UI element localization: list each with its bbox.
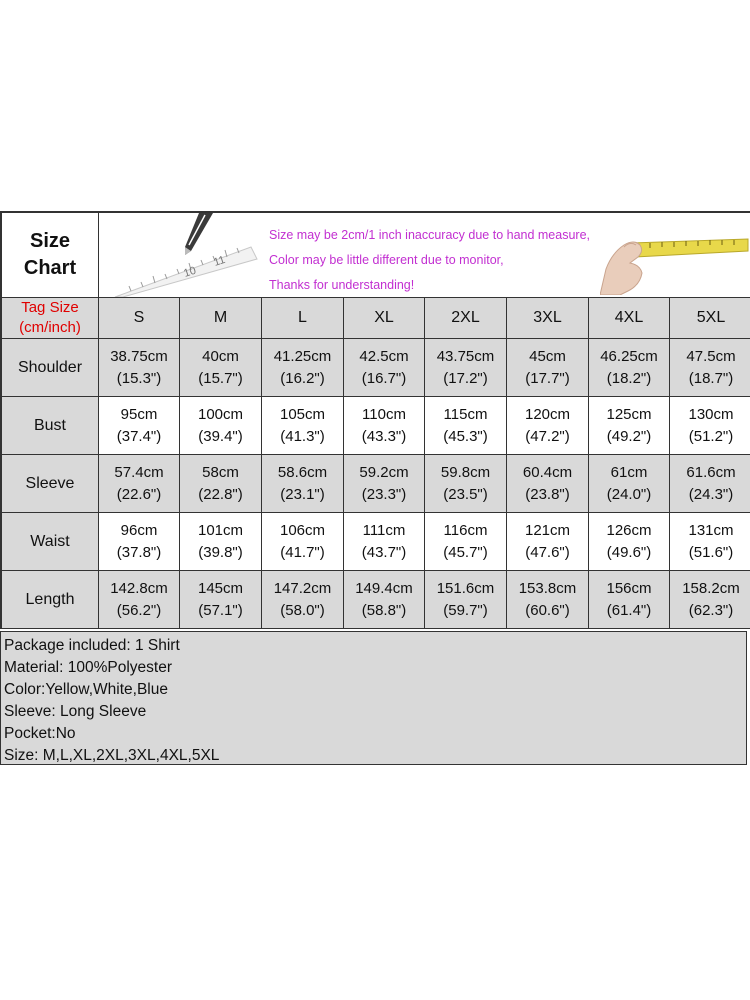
value-inch: (51.6") [688,543,734,561]
table-row-sleeve [2,455,750,513]
value-cm: 45cm [529,347,566,365]
value-cm: 110cm [362,405,406,423]
value-cm: 42.5cm [359,347,409,365]
product-info [0,631,747,765]
measurement-cell [425,513,507,571]
chart-title [2,213,99,298]
info-package: Package included: 1 Shirt [4,637,180,654]
size-table [1,212,750,629]
ruler-pencil-icon [101,213,261,297]
value-cm: 158.2cm [682,579,740,597]
size-header-row [2,298,750,339]
value-inch: (15.3") [116,369,162,387]
measurement-cell [180,397,262,455]
notes-banner [99,213,750,298]
value-cm: 61cm [610,463,648,481]
measurement-cell [507,339,589,397]
measurement-cell [99,339,180,397]
value-cm: 145cm [197,579,244,597]
value-inch: (56.2") [116,601,162,619]
table-row-length [2,571,750,629]
value-cm: 95cm [120,405,158,423]
value-inch: (51.2") [688,427,734,445]
measurement-cell [425,455,507,513]
value-cm: 101cm [197,521,244,539]
note-line: Size may be 2cm/1 inch inaccuracy due to hand measure, [269,228,591,242]
measurement-cell [180,513,262,571]
measurement-cell [99,571,180,629]
value-cm: 47.5cm [686,347,736,365]
value-cm: 153.8cm [518,579,577,597]
value-cm: 96cm [120,521,158,539]
value-inch: (17.2") [443,369,488,387]
measurement-cell [670,397,750,455]
measurement-cell [589,397,670,455]
value-inch: (23.1") [280,485,325,503]
value-inch: (23.3") [361,485,407,503]
measurement-cell [425,571,507,629]
info-size: Size: M,L,XL,2XL,3XL,4XL,5XL [4,747,220,764]
measurement-cell [670,455,750,513]
value-inch: (23.8") [525,485,570,503]
row-label: Bust [2,397,99,455]
value-cm: 121cm [524,521,571,539]
value-inch: (39.4") [198,427,243,445]
value-inch: (58.0") [280,601,325,619]
measurement-cell [262,397,344,455]
measurement-cell [589,455,670,513]
measurement-cell [507,455,589,513]
value-inch: (16.7") [361,369,407,387]
value-inch: (39.8") [198,543,243,561]
info-sleeve: Sleeve: Long Sleeve [4,703,147,720]
row-label: Waist [2,513,99,571]
measurement-cell [507,397,589,455]
value-inch: (22.8") [198,485,243,503]
value-inch: (15.7") [198,369,243,387]
size-col-s: S [99,298,180,339]
measurement-cell [589,513,670,571]
value-inch: (24.3") [688,485,734,503]
size-chart [0,211,750,629]
value-inch: (45.7") [443,543,488,561]
value-inch: (61.4") [606,601,652,619]
size-col-m: M [180,298,262,339]
measurement-cell [262,339,344,397]
value-inch: (18.2") [606,369,652,387]
measurement-cell [180,455,262,513]
row-label: Shoulder [2,339,99,397]
value-cm: 130cm [688,405,734,423]
table-row-bust [2,397,750,455]
value-cm: 151.6cm [436,579,495,597]
measurement-cell [507,571,589,629]
measurement-cell [262,571,344,629]
measurement-cell [99,455,180,513]
value-cm: 60.4cm [522,463,573,481]
value-inch: (49.2") [606,427,652,445]
value-inch: (62.3") [688,601,734,619]
value-cm: 149.4cm [355,579,413,597]
value-inch: (57.1") [198,601,243,619]
row-label: Length [2,571,99,629]
value-cm: 111cm [362,521,406,539]
value-inch: (41.7") [280,543,325,561]
measurement-cell [344,513,425,571]
value-cm: 46.25cm [600,347,658,365]
value-inch: (43.3") [361,427,407,445]
value-cm: 38.75cm [110,347,168,365]
value-inch: (37.4") [116,427,162,445]
measurement-cell [344,571,425,629]
value-cm: 58.6cm [277,463,328,481]
tape-measure-hand-icon [600,219,750,295]
measurement-cell [344,455,425,513]
measurement-cell [99,513,180,571]
ruler-number-10: 10 [182,264,198,280]
value-cm: 142.8cm [110,579,168,597]
value-cm: 59.8cm [440,463,491,481]
value-inch: (18.7") [688,369,734,387]
value-inch: (23.5") [443,485,488,503]
chart-title-text: Size Chart [23,230,77,279]
measurement-cell [262,455,344,513]
measurement-cell [670,339,750,397]
value-inch: (43.7") [361,543,407,561]
measurement-cell [180,339,262,397]
value-cm: 156cm [606,579,652,597]
value-cm: 131cm [688,521,734,539]
info-color: Color:Yellow,White,Blue [4,681,168,698]
note-line: Thanks for understanding! [269,278,415,292]
value-cm: 115cm [443,405,488,423]
ruler-number-11: 11 [212,253,227,269]
measurement-cell [425,397,507,455]
value-cm: 105cm [279,405,326,423]
value-inch: (60.6") [525,601,570,619]
measurement-cell [670,513,750,571]
size-col-2xl: 2XL [425,298,507,339]
value-cm: 43.75cm [436,347,495,365]
size-col-l: L [262,298,344,339]
measurement-cell [344,397,425,455]
size-col-4xl: 4XL [589,298,670,339]
chart-header-row [2,213,750,298]
measurement-rows [2,339,750,629]
value-inch: (16.2") [280,369,325,387]
measurement-cell [670,571,750,629]
measurement-cell [589,571,670,629]
value-inch: (47.2") [525,427,570,445]
measurement-cell [262,513,344,571]
size-col-xl: XL [344,298,425,339]
value-inch: (37.8") [116,543,162,561]
value-cm: 147.2cm [273,579,332,597]
value-cm: 59.2cm [359,463,409,481]
value-inch: (45.3") [443,427,488,445]
value-cm: 125cm [606,405,652,423]
measurement-cell [180,571,262,629]
measurement-cell [344,339,425,397]
tag-size-label: Tag Size (cm/inch) [2,298,99,339]
table-row-shoulder [2,339,750,397]
value-cm: 58cm [202,463,239,481]
value-inch: (17.7") [525,369,570,387]
measure-notes [269,223,590,297]
value-inch: (24.0") [606,485,652,503]
value-cm: 116cm [443,521,488,539]
size-col-5xl: 5XL [670,298,750,339]
value-cm: 57.4cm [114,463,164,481]
value-cm: 41.25cm [273,347,332,365]
value-cm: 100cm [197,405,244,423]
value-inch: (22.6") [116,485,162,503]
info-material: Material: 100%Polyester [4,659,172,676]
table-row-waist [2,513,750,571]
value-cm: 120cm [524,405,571,423]
value-cm: 40cm [202,347,239,365]
note-line: Color may be little different due to monitor, [269,253,504,267]
value-inch: (49.6") [606,543,652,561]
value-cm: 106cm [279,521,326,539]
info-pocket: Pocket:No [4,725,76,742]
row-label: Sleeve [2,455,99,513]
value-cm: 61.6cm [686,463,736,481]
value-inch: (47.6") [525,543,570,561]
value-inch: (59.7") [443,601,488,619]
measurement-cell [425,339,507,397]
value-inch: (58.8") [361,601,407,619]
measurement-cell [507,513,589,571]
measurement-cell [589,339,670,397]
value-inch: (41.3") [280,427,325,445]
value-cm: 126cm [606,521,652,539]
measurement-cell [99,397,180,455]
size-col-3xl: 3XL [507,298,589,339]
